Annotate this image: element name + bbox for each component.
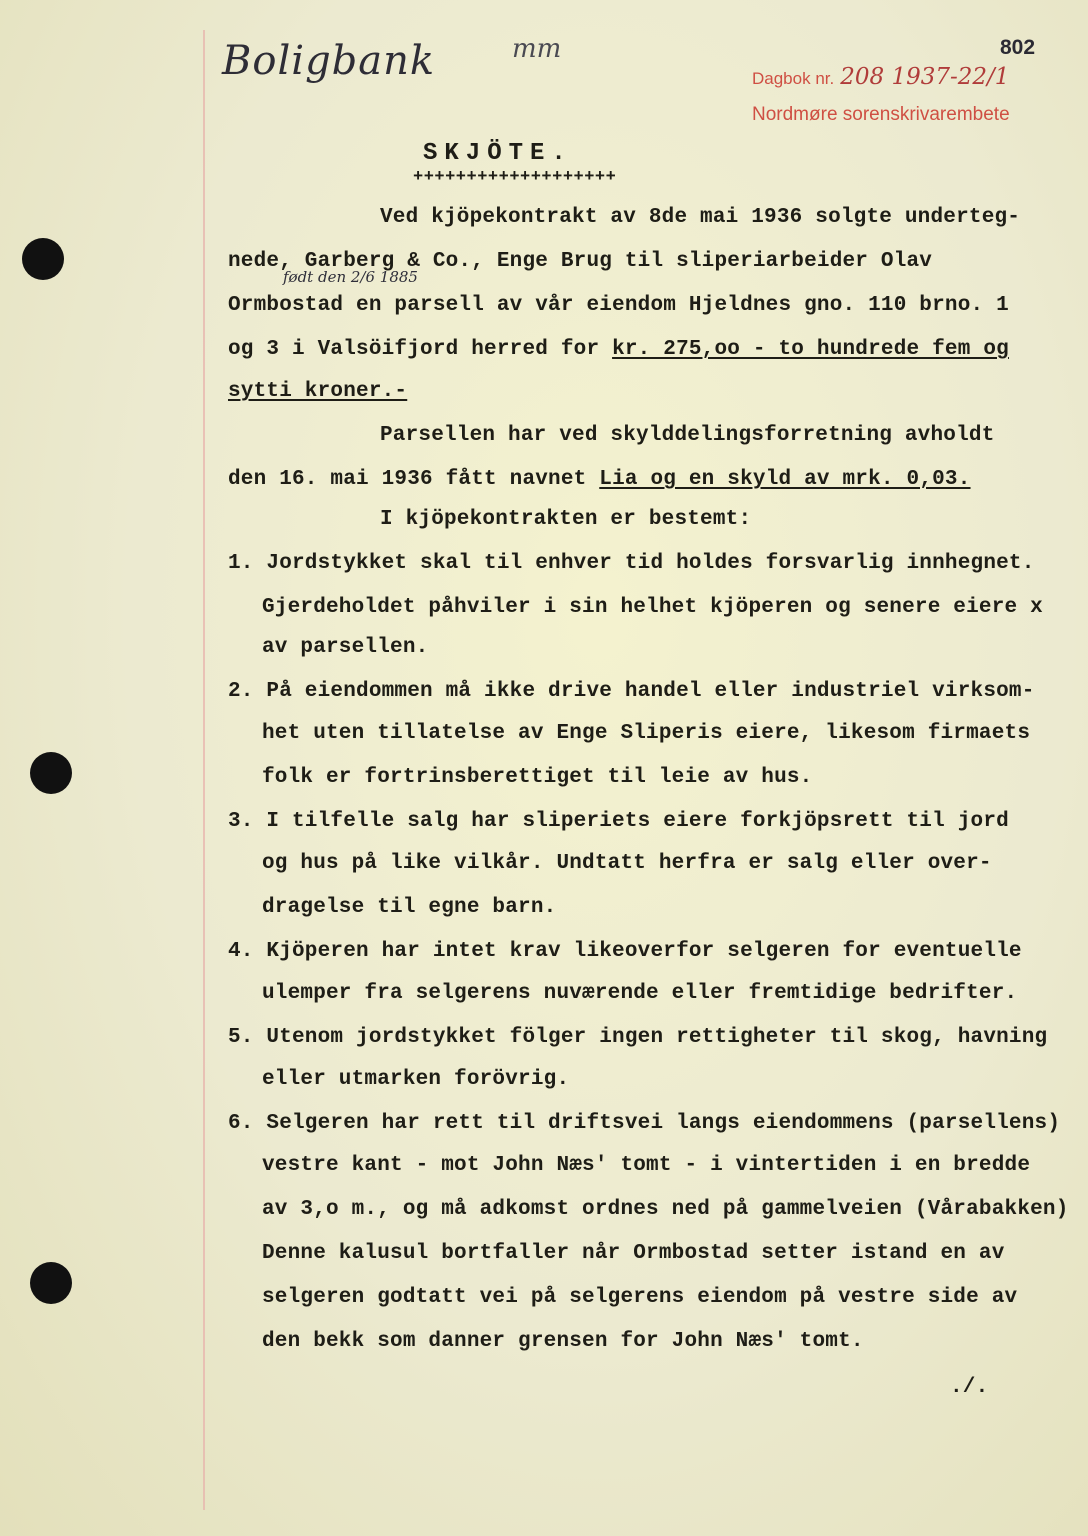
- clause-4-line: ulemper fra selgerens nuværende eller fremtidige bedrifter.: [262, 982, 1018, 1005]
- clause-1-line: 1. Jordstykket skal til enhver tid holdes forsvarlig innhegnet.: [228, 552, 1035, 575]
- clause-1-line: Gjerdeholdet påhviler i sin helhet kjöperen og senere eiere x: [262, 596, 1043, 619]
- text-segment: og 3 i Valsöifjord herred for: [228, 338, 613, 361]
- clause-6-line: selgeren godtatt vei på selgerens eiendom på vestre side av: [262, 1286, 1018, 1309]
- text-segment: den 16. mai 1936 fått navnet: [228, 468, 600, 491]
- diary-stamp: [752, 64, 1009, 90]
- underlined-price: kr. 275,oo - to hundrede fem og: [612, 338, 1009, 361]
- punch-hole-middle: [30, 752, 72, 794]
- clause-6-line: vestre kant - mot John Næs' tomt - i vintertiden i en bredde: [262, 1154, 1031, 1177]
- punch-hole-bottom: [30, 1262, 72, 1304]
- handwritten-squiggle: mm: [512, 34, 562, 64]
- underlined-price-cont: sytti kroner.-: [228, 380, 408, 403]
- clause-5-line: 5. Utenom jordstykket fölger ingen rettigheter til skog, havning: [228, 1026, 1048, 1049]
- clause-3-line: 3. I tilfelle salg har sliperiets eiere forkjöpsrett til jord: [228, 810, 1009, 833]
- diary-stamp-prefix: Dagbok nr.: [752, 69, 835, 88]
- underlined-name-and-rating: Lia og en skyld av mrk. 0,03.: [599, 468, 971, 491]
- clause-5-line: eller utmarken forövrig.: [262, 1068, 570, 1091]
- text-line: [228, 468, 971, 491]
- handwritten-annotation: Boligbank: [222, 38, 436, 84]
- clause-6-line: av 3,o m., og må adkomst ordnes ned på gammelveien (Vårabakken): [262, 1198, 1069, 1221]
- punch-hole-top: [22, 238, 64, 280]
- end-mark: ./.: [950, 1376, 989, 1399]
- handwritten-birth-note: født den 2/6 1885: [283, 268, 418, 286]
- text-line: [228, 380, 407, 403]
- diary-number-handwritten: 208 1937-22/1: [840, 64, 1010, 90]
- title-underline: +++++++++++++++++++: [413, 168, 617, 187]
- text-line: Ved kjöpekontrakt av 8de mai 1936 solgte underteg-: [380, 206, 1021, 229]
- clause-6-line: 6. Selgeren har rett til driftsvei langs eiendommens (parsellens): [228, 1112, 1061, 1135]
- clause-6-line: Denne kalusul bortfaller når Ormbostad setter istand en av: [262, 1242, 1005, 1265]
- text-line: I kjöpekontrakten er bestemt:: [380, 508, 752, 531]
- document-title: SKJÖTE.: [423, 140, 573, 167]
- clause-3-line: og hus på like vilkår. Undtatt herfra er salg eller over-: [262, 852, 992, 875]
- text-line: [228, 338, 1009, 361]
- clause-1-line: av parsellen.: [262, 636, 429, 659]
- clause-3-line: dragelse til egne barn.: [262, 896, 557, 919]
- page-number: 802: [1000, 36, 1036, 59]
- text-line: Parsellen har ved skylddelingsforretning avholdt: [380, 424, 995, 447]
- clause-2-line: het uten tillatelse av Enge Sliperis eiere, likesom firmaets: [262, 722, 1031, 745]
- margin-rule: [203, 30, 205, 1510]
- clause-2-line: 2. På eiendommen må ikke drive handel eller industriel virksom-: [228, 680, 1035, 703]
- clause-2-line: folk er fortrinsberettiget til leie av hus.: [262, 766, 813, 789]
- clause-6-line: den bekk som danner grensen for John Næs' tomt.: [262, 1330, 864, 1353]
- office-stamp: Nordmøre sorenskrivarembete: [752, 104, 1010, 125]
- clause-4-line: 4. Kjöperen har intet krav likeoverfor selgeren for eventuelle: [228, 940, 1022, 963]
- text-line: Ormbostad en parsell av vår eiendom Hjeldnes gno. 110 brno. 1: [228, 294, 1009, 317]
- text-line: nede, Garberg & Co., Enge Brug til sliperiarbeider Olav: [228, 250, 933, 273]
